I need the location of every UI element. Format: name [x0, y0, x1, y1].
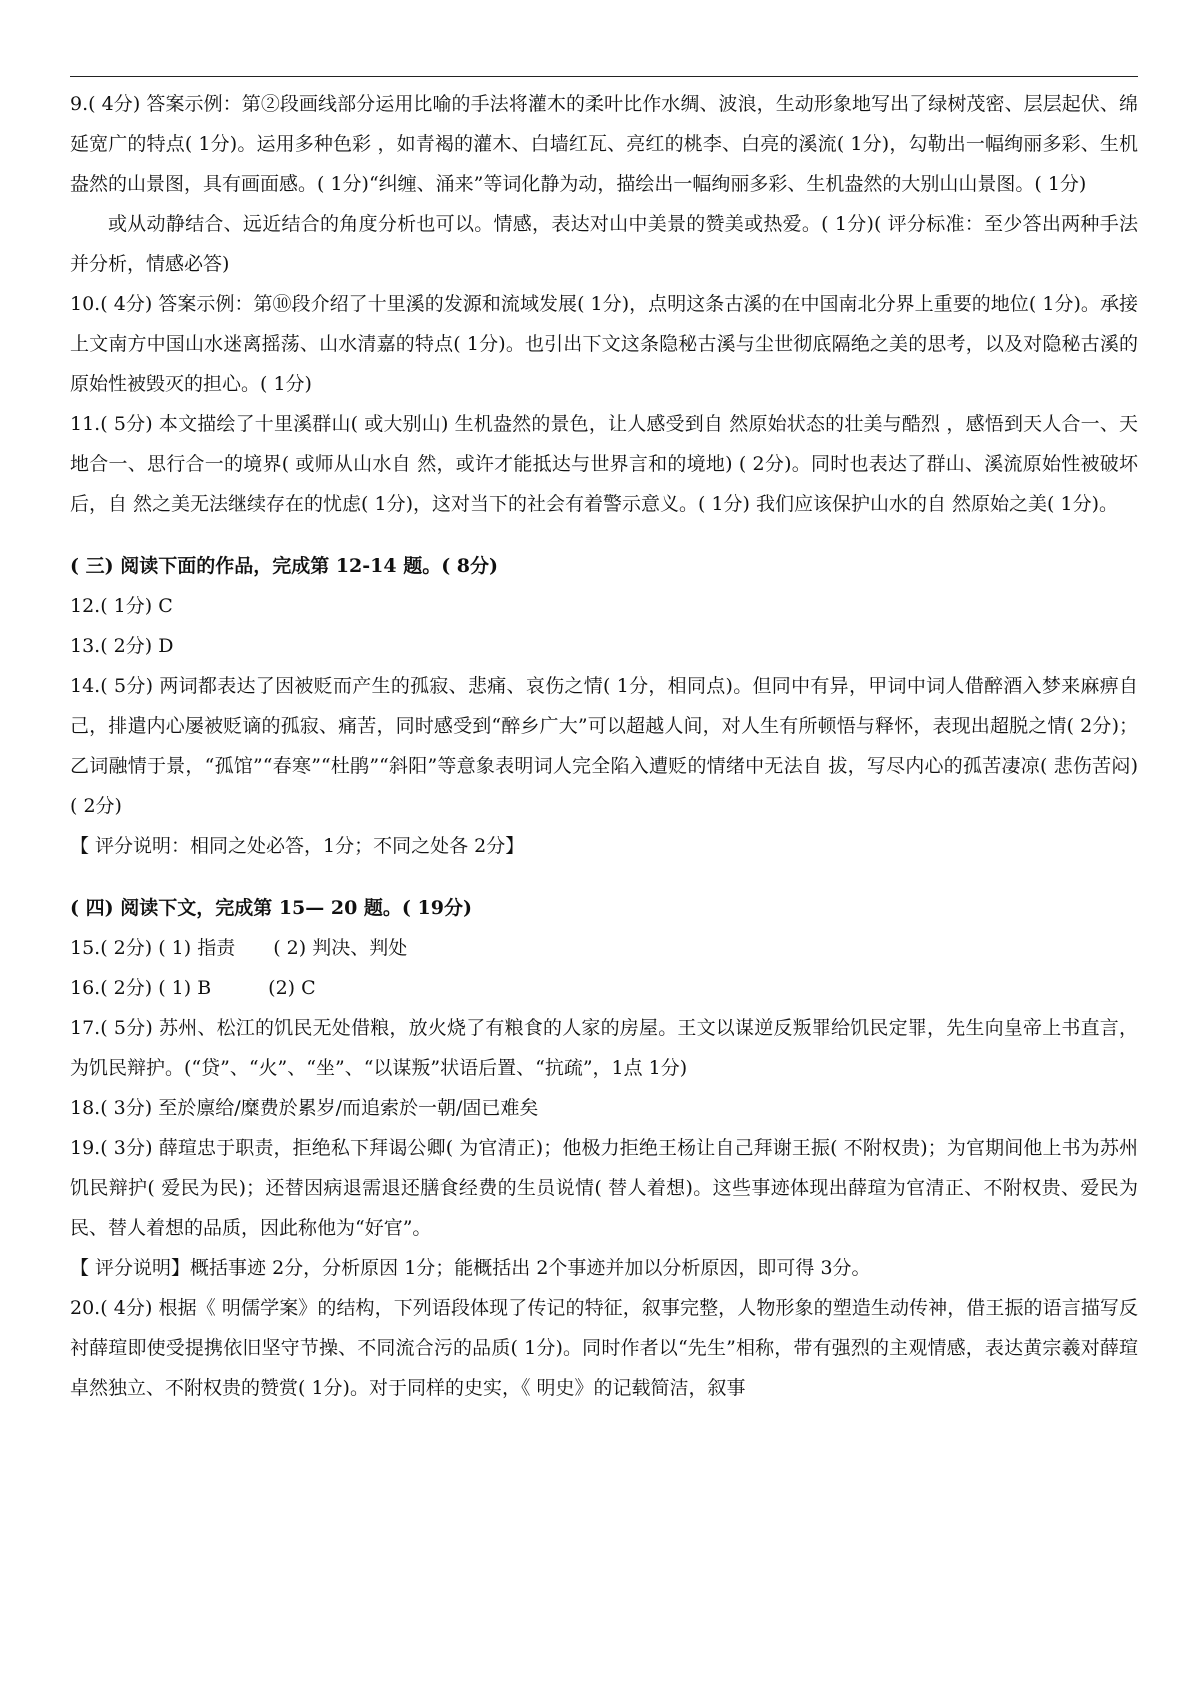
answer-q16: 16.( 2分) ( 1) B (2) C	[70, 977, 316, 999]
answer-q9: 9.( 4分) 答案示例：第②段画线部分运用比喻的手法将灌木的柔叶比作水绸、波浪，生动形象地写出了绿树茂密、层层起伏、绵延宽广的特点( 1分)。运用多种色彩 ，如青褐的灌木、白墙红瓦、亮红的桃李、白亮的溪流( 1分)，勾勒出一幅绚丽多彩、生机盎然的山景图，具有画面感。( 1分)“纠缠、涌来”等词化静为动，描绘出一幅绚丽多彩、生机盎然的大别山山景图。( 1分)	[70, 93, 1138, 195]
answer-q12: 12.( 1分) C	[70, 595, 173, 617]
answer-q18: 18.( 3分) 至於廪给/糜费於累岁/而追索於一朝/固已难矣	[70, 1097, 539, 1119]
answer-q11: 11.( 5分) 本文描绘了十里溪群山( 或大别山) 生机盎然的景色，让人感受到自 然原始状态的壮美与酷烈 ，感悟到天人合一、天地合一、思行合一的境界( 或师从山水自 然，或许才能抵达与世界言和的境地) ( 2分)。同时也表达了群山、溪流原始性被破坏后，自 然之美无法继续存在的忧虑( 1分)，这对当下的社会有着警示意义。( 1分) 我们应该保护山水的自 然原始之美( 1分)。	[70, 413, 1138, 515]
scoring-note-q14: 【 评分说明：相同之处必答，1分；不同之处各 2分】	[70, 835, 525, 857]
answer-page	[70, 84, 1138, 1408]
answer-q13: 13.( 2分) D	[70, 635, 174, 657]
answer-q19: 19.( 3分) 薛瑄忠于职责，拒绝私下拜谒公卿( 为官清正)；他极力拒绝王杨让自己拜谢王振( 不附权贵)；为官期间他上书为苏州饥民辩护( 爱民为民)；还替因病退需退还膳食经费的生员说情( 替人着想)。这些事迹体现出薛瑄为官清正、不附权贵、爱民为民、替人着想的品质，因此称他为“好官”。	[70, 1137, 1138, 1239]
answer-q20: 20.( 4分) 根据《 明儒学案》的结构，下列语段体现了传记的特征，叙事完整，人物形象的塑造生动传神，借王振的语言描写反衬薛瑄即使受提携依旧坚守节操、不同流合污的品质( 1分)。同时作者以“先生”相称，带有强烈的主观情感，表达黄宗羲对薛瑄卓然独立、不附权贵的赞赏( 1分)。对于同样的史实，《 明史》的记载简洁，叙事	[70, 1297, 1138, 1399]
answer-q9-extra: 或从动静结合、远近结合的角度分析也可以。情感，表达对山中美景的赞美或热爱。( 1分)( 评分标准：至少答出两种手法并分析，情感必答)	[70, 213, 1138, 275]
answer-q17: 17.( 5分) 苏州、松江的饥民无处借粮，放火烧了有粮食的人家的房屋。王文以谋逆反叛罪给饥民定罪，先生向皇帝上书直言，为饥民辩护。(“贷”、“火”、“坐”、“以谋叛”状语后置、“抗疏”，1点 1分)	[70, 1017, 1138, 1079]
section-3-heading: ( 三) 阅读下面的作品，完成第 12-14 题。( 8分)	[70, 555, 499, 577]
scoring-note-q19: 【 评分说明】概括事迹 2分，分析原因 1分；能概括出 2个事迹并加以分析原因，即可得 3分。	[70, 1257, 871, 1279]
answer-q10: 10.( 4分) 答案示例：第⑩段介绍了十里溪的发源和流域发展( 1分)，点明这条古溪的在中国南北分界上重要的地位( 1分)。承接上文南方中国山水迷离摇荡、山水清嘉的特点( 1分)。也引出下文这条隐秘古溪与尘世彻底隔绝之美的思考，以及对隐秘古溪的原始性被毁灭的担心。( 1分)	[70, 293, 1138, 395]
header-rule	[70, 76, 1138, 77]
answer-q15: 15.( 2分) ( 1) 指责 ( 2) 判决、判处	[70, 937, 408, 959]
answer-q14: 14.( 5分) 两词都表达了因被贬而产生的孤寂、悲痛、哀伤之情( 1分，相同点)。但同中有异，甲词中词人借醉酒入梦来麻痹自己，排遣内心屡被贬谪的孤寂、痛苦，同时感受到“醉乡广大”可以超越人间，对人生有所顿悟与释怀，表现出超脱之情( 2分)；乙词融情于景，“孤馆”“春寒”“杜鹃”“斜阳”等意象表明词人完全陷入遭贬的情绪中无法自 拔，写尽内心的孤苦凄凉( 悲伤苦闷) ( 2分)	[70, 675, 1138, 817]
section-4-heading: ( 四) 阅读下文，完成第 15— 20 题。( 19分)	[70, 897, 472, 919]
